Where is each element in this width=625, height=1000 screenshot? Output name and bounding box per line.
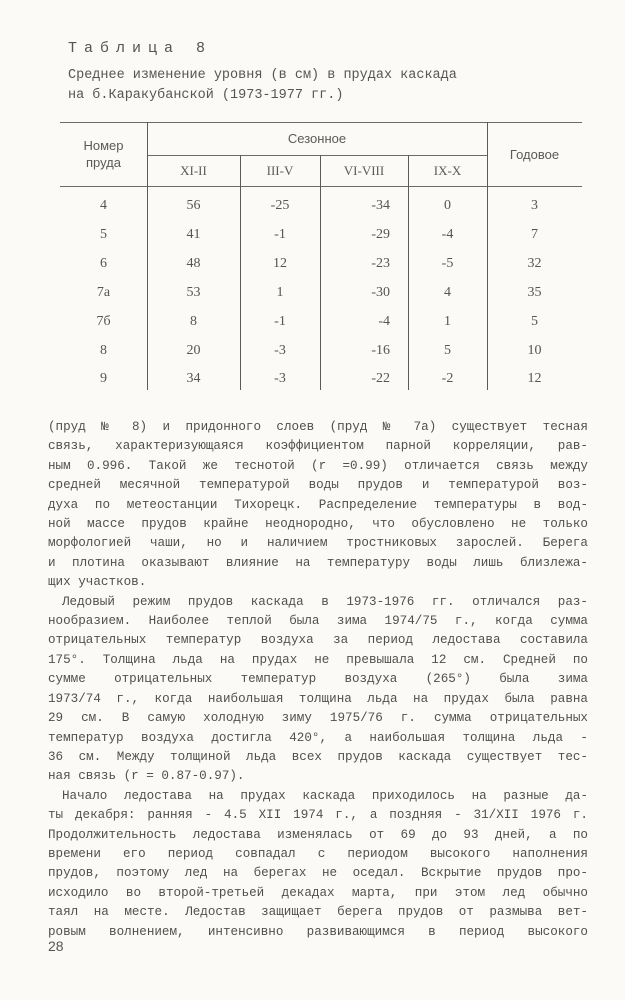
cell-iii-v: 12 (273, 256, 287, 271)
cell-ix-x: -2 (441, 371, 454, 386)
text-line: щих участков. (48, 575, 147, 590)
cell-annual: 3 (531, 198, 538, 213)
text-line: нообразием. Наиболее теплой была зима 1974/75 г., когда сумма (48, 614, 588, 629)
text-line: духа по метеостанции Тихорецк. Распределение температуры в вод- (48, 497, 588, 512)
text-line: связь, характеризующаяся коэффициентом парной корреляции, рав- (48, 439, 588, 454)
cell-xi-ii: 56 (186, 198, 201, 213)
text-line: 29 см. В самую холодную зиму 1975/76 г. сумма отрицательных (48, 711, 588, 726)
cell-iii-v: -1 (274, 227, 286, 242)
cell-annual: 12 (527, 371, 542, 386)
text-line: 175°. Толщина льда на прудах не превышала 12 см. Средней по (48, 652, 588, 667)
cell-iii-v: -3 (274, 371, 286, 386)
header-annual: Годовое (509, 146, 560, 162)
cell-annual: 5 (531, 314, 538, 329)
header-period-xi-ii: XI-II (180, 163, 207, 178)
cell-pond: 8 (100, 343, 107, 358)
cell-iii-v: -1 (274, 314, 286, 329)
cell-vi-viii: -29 (371, 227, 390, 242)
table-caption-line: Среднее изменение уровня (в см) в прудах каскада (68, 68, 457, 83)
cell-pond: 9 (100, 371, 107, 386)
header-seasonal: Сезонное (287, 131, 347, 146)
cell-ix-x: 0 (444, 198, 451, 213)
cell-pond: 7б (96, 314, 111, 329)
text-line: прудов, поэтому лед на берегах не оседал. Вскрытие прудов про- (48, 866, 588, 881)
cell-ix-x: 1 (444, 314, 451, 329)
level-change-table (60, 122, 582, 392)
cell-iii-v: -25 (270, 198, 290, 213)
page-number: 28 (48, 938, 64, 954)
text-line: ная связь (r = 0.87-0.97). (48, 769, 245, 784)
cell-vi-viii: -4 (378, 314, 390, 329)
cell-iii-v: 1 (276, 285, 284, 300)
text-line: Начало ледостава на прудах каскада приходилось на разные да- (62, 788, 588, 803)
cell-annual: 7 (531, 227, 538, 242)
cell-iii-v: -3 (274, 343, 286, 358)
text-line: 36 см. Между толщиной льда всех прудов каскада существует тес- (48, 749, 588, 764)
cell-vi-viii: -30 (371, 285, 390, 300)
header-period-vi-viii: VI-VIII (343, 163, 385, 178)
text-line: Продолжительность ледостава изменялась от 69 до 93 дней, а по (48, 827, 588, 842)
cell-xi-ii: 53 (186, 285, 201, 300)
text-line: сумме отрицательных температур воздуха (265°) была зима (48, 672, 588, 687)
cell-ix-x: -4 (441, 227, 454, 242)
text-line: морфологией чаши, но и наличием тростниковых зарослей. Берега (48, 536, 588, 551)
cell-vi-viii: -16 (371, 343, 390, 358)
text-line: отрицательных температур воздуха за период ледостава составила (48, 633, 588, 648)
header-period-ix-x: IX-X (433, 163, 462, 178)
text-line: ным 0.996. Такой же теснотой (r =0.99) отличается связь между (48, 458, 588, 473)
cell-annual: 32 (527, 256, 542, 271)
text-line: ной массе прудов крайне неоднородно, что обусловлено не только (48, 517, 588, 532)
cell-vi-viii: -23 (371, 256, 390, 271)
text-line: средней месячной температурой воды прудов и температурой воз- (48, 478, 588, 493)
cell-xi-ii: 20 (186, 343, 201, 358)
text-line: таял на месте. Ледостав защищает берега прудов от размыва вет- (48, 905, 588, 920)
text-line: 1973/74 г., когда наибольшая толщина льда на прудах была равна (48, 691, 588, 706)
cell-ix-x: 4 (444, 285, 451, 300)
header-period-iii-v: III-V (266, 163, 294, 178)
text-line: температур воздуха достигла 420°, а наибольшая толщина льда - (48, 730, 588, 745)
cell-xi-ii: 34 (186, 371, 201, 386)
cell-vi-viii: -22 (371, 371, 390, 386)
paragraph-ice-regime (48, 593, 588, 787)
text-line: ты декабря: ранняя - 4.5 XII 1974 г., а поздняя - 31/XII 1976 г. (48, 808, 588, 823)
table-label: Таблица 8 (68, 40, 213, 57)
text-line: исходило во второй-третьей декадах марта, при этом лед обычно (48, 885, 588, 900)
cell-pond: 4 (100, 198, 107, 213)
cell-annual: 35 (527, 285, 542, 300)
cell-pond: 5 (100, 227, 107, 242)
paragraph-water-temperature (48, 418, 588, 593)
text-line: и плотина оказывают влияние на температуру воды лишь близлежа- (48, 555, 588, 570)
body-text (48, 418, 588, 942)
cell-vi-viii: -34 (371, 198, 390, 213)
table-caption-line: на б.Каракубанской (1973-1977 гг.) (68, 88, 344, 103)
cell-xi-ii: 41 (186, 227, 201, 242)
text-line: времени его период совпадал с периодом высокого наполнения (48, 846, 588, 861)
cell-xi-ii: 48 (186, 256, 201, 271)
paragraph-freeze-up (48, 787, 588, 942)
cell-annual: 10 (527, 343, 542, 358)
text-line: (пруд № 8) и придонного слоев (пруд № 7а) существует тесная (48, 420, 588, 434)
cell-pond: 7а (96, 285, 111, 300)
header-pond-number: Номер пруда (83, 138, 124, 170)
cell-xi-ii: 8 (190, 314, 197, 329)
text-line: ровым волнением, интенсивно развивающимся в период высокого (48, 924, 588, 939)
cell-ix-x: 5 (444, 343, 451, 358)
text-line: Ледовый режим прудов каскада в 1973-1976 гг. отличался раз- (62, 594, 588, 609)
table-caption (68, 66, 578, 106)
cell-pond: 6 (100, 256, 107, 271)
cell-ix-x: -5 (441, 256, 454, 271)
